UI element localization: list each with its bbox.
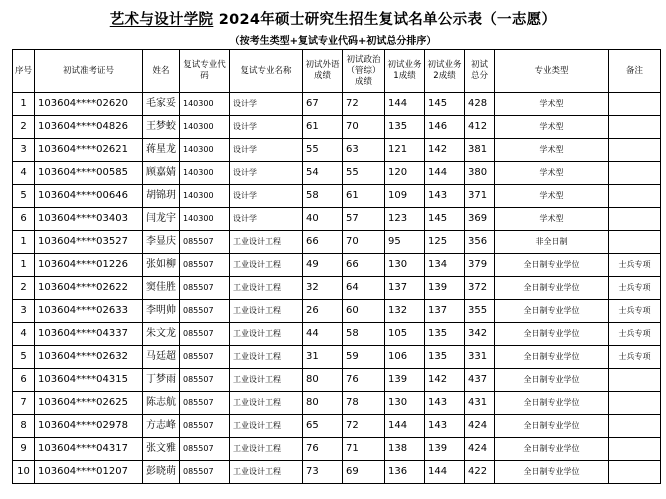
cell-exam-id: 103604****02633 [35,300,143,323]
cell-foreign: 54 [303,162,343,185]
cell-note [609,185,661,208]
cell-subject2: 125 [425,231,465,254]
table-row [13,392,661,415]
header-subject1: 初试业务1成绩 [385,50,425,93]
cell-exam-id: 103604****02622 [35,277,143,300]
cell-total: 372 [465,277,495,300]
cell-major-name: 工业设计工程 [230,254,303,277]
cell-politics: 72 [343,93,385,116]
cell-major-code: 140300 [180,93,230,116]
cell-politics: 66 [343,254,385,277]
table-header-row [13,50,661,93]
cell-politics: 71 [343,438,385,461]
title-college: 艺术与设计学院 [109,12,214,28]
cell-seq: 2 [13,277,35,300]
header-note: 备注 [609,50,661,93]
cell-major-code: 085507 [180,254,230,277]
cell-subject2: 135 [425,323,465,346]
cell-politics: 70 [343,231,385,254]
cell-type: 学术型 [495,139,609,162]
cell-subject2: 137 [425,300,465,323]
cell-seq: 3 [13,300,35,323]
cell-note [609,392,661,415]
cell-name: 毛家妥 [143,93,180,116]
cell-note [609,208,661,231]
cell-major-code: 085507 [180,461,230,484]
cell-exam-id: 103604****03527 [35,231,143,254]
cell-politics: 58 [343,323,385,346]
cell-foreign: 26 [303,300,343,323]
cell-foreign: 61 [303,116,343,139]
cell-foreign: 58 [303,185,343,208]
cell-type: 全日制专业学位 [495,277,609,300]
cell-subject2: 142 [425,139,465,162]
cell-foreign: 44 [303,323,343,346]
cell-name: 马廷超 [143,346,180,369]
cell-seq: 6 [13,369,35,392]
cell-major-code: 140300 [180,139,230,162]
cell-subject2: 135 [425,346,465,369]
cell-foreign: 31 [303,346,343,369]
table-row [13,116,661,139]
table-row [13,231,661,254]
cell-subject1: 120 [385,162,425,185]
cell-subject2: 145 [425,93,465,116]
cell-name: 胡锦玥 [143,185,180,208]
cell-major-name: 设计学 [230,93,303,116]
cell-note [609,461,661,484]
cell-major-name: 工业设计工程 [230,438,303,461]
cell-note [609,162,661,185]
cell-total: 424 [465,415,495,438]
cell-politics: 72 [343,415,385,438]
cell-seq: 1 [13,231,35,254]
cell-major-code: 085507 [180,231,230,254]
cell-subject2: 144 [425,461,465,484]
cell-major-code: 140300 [180,116,230,139]
cell-exam-id: 103604****04317 [35,438,143,461]
header-subject2: 初试业务2成绩 [425,50,465,93]
cell-type: 全日制专业学位 [495,461,609,484]
cell-type: 全日制专业学位 [495,323,609,346]
table-row [13,415,661,438]
cell-seq: 9 [13,438,35,461]
cell-seq: 6 [13,208,35,231]
cell-major-code: 140300 [180,208,230,231]
cell-note [609,231,661,254]
cell-exam-id: 103604****01226 [35,254,143,277]
cell-subject2: 142 [425,369,465,392]
table-row [13,162,661,185]
header-major-code: 复试专业代码 [180,50,230,93]
cell-major-code: 085507 [180,346,230,369]
cell-major-name: 工业设计工程 [230,231,303,254]
cell-name: 彭晓萌 [143,461,180,484]
cell-subject1: 132 [385,300,425,323]
cell-foreign: 49 [303,254,343,277]
cell-total: 331 [465,346,495,369]
cell-total: 428 [465,93,495,116]
cell-foreign: 76 [303,438,343,461]
cell-total: 380 [465,162,495,185]
cell-total: 431 [465,392,495,415]
cell-major-name: 设计学 [230,139,303,162]
cell-politics: 57 [343,208,385,231]
cell-name: 张文雅 [143,438,180,461]
cell-major-name: 设计学 [230,208,303,231]
cell-name: 陈志航 [143,392,180,415]
cell-note: 士兵专项 [609,346,661,369]
cell-foreign: 40 [303,208,343,231]
cell-exam-id: 103604****02621 [35,139,143,162]
cell-exam-id: 103604****03403 [35,208,143,231]
cell-exam-id: 103604****00585 [35,162,143,185]
table-row [13,185,661,208]
cell-type: 学术型 [495,185,609,208]
cell-total: 371 [465,185,495,208]
header-type: 专业类型 [495,50,609,93]
cell-note [609,438,661,461]
cell-subject2: 143 [425,185,465,208]
cell-total: 369 [465,208,495,231]
cell-note: 士兵专项 [609,254,661,277]
cell-major-name: 设计学 [230,116,303,139]
table-row [13,346,661,369]
header-major-name: 复试专业名称 [230,50,303,93]
cell-subject2: 143 [425,392,465,415]
table-row [13,300,661,323]
cell-type: 全日制专业学位 [495,415,609,438]
cell-type: 学术型 [495,93,609,116]
cell-exam-id: 103604****02632 [35,346,143,369]
cell-politics: 55 [343,162,385,185]
cell-major-code: 085507 [180,392,230,415]
cell-subject1: 139 [385,369,425,392]
cell-total: 381 [465,139,495,162]
cell-exam-id: 103604****00646 [35,185,143,208]
cell-note [609,369,661,392]
cell-subject2: 146 [425,116,465,139]
cell-subject1: 130 [385,254,425,277]
cell-politics: 70 [343,116,385,139]
cell-major-name: 设计学 [230,185,303,208]
table-row [13,438,661,461]
cell-subject2: 134 [425,254,465,277]
cell-major-name: 工业设计工程 [230,369,303,392]
cell-politics: 78 [343,392,385,415]
document-title [0,8,666,29]
cell-type: 学术型 [495,116,609,139]
cell-seq: 5 [13,346,35,369]
cell-subject2: 145 [425,208,465,231]
cell-subject2: 139 [425,277,465,300]
cell-major-code: 085507 [180,369,230,392]
cell-subject2: 144 [425,162,465,185]
document-subtitle: （按考生类型+复试专业代码+初试总分排序） [229,36,437,47]
cell-subject1: 138 [385,438,425,461]
cell-name: 闫龙宇 [143,208,180,231]
cell-foreign: 67 [303,93,343,116]
cell-foreign: 32 [303,277,343,300]
cell-subject1: 137 [385,277,425,300]
cell-major-code: 140300 [180,162,230,185]
cell-subject2: 139 [425,438,465,461]
cell-foreign: 55 [303,139,343,162]
cell-major-name: 工业设计工程 [230,277,303,300]
cell-exam-id: 103604****04315 [35,369,143,392]
cell-subject1: 109 [385,185,425,208]
cell-seq: 5 [13,185,35,208]
cell-total: 342 [465,323,495,346]
cell-exam-id: 103604****04337 [35,323,143,346]
cell-type: 全日制专业学位 [495,392,609,415]
table-row [13,323,661,346]
cell-politics: 64 [343,277,385,300]
cell-name: 王梦蛟 [143,116,180,139]
table-row [13,461,661,484]
cell-foreign: 73 [303,461,343,484]
header-politics: 初试政治（管综）成绩 [343,50,385,93]
table-row [13,254,661,277]
table-row [13,369,661,392]
cell-total: 356 [465,231,495,254]
cell-name: 李明帅 [143,300,180,323]
header-total: 初试总分 [465,50,495,93]
cell-type: 全日制专业学位 [495,254,609,277]
cell-subject1: 136 [385,461,425,484]
cell-note: 士兵专项 [609,277,661,300]
cell-seq: 10 [13,461,35,484]
cell-exam-id: 103604****02625 [35,392,143,415]
cell-type: 全日制专业学位 [495,438,609,461]
header-seq: 序号 [13,50,35,93]
cell-politics: 60 [343,300,385,323]
cell-politics: 63 [343,139,385,162]
cell-foreign: 66 [303,231,343,254]
header-name: 姓名 [143,50,180,93]
header-exam-id: 初试准考证号 [35,50,143,93]
cell-subject2: 143 [425,415,465,438]
cell-seq: 1 [13,254,35,277]
cell-total: 422 [465,461,495,484]
cell-type: 学术型 [495,162,609,185]
cell-politics: 69 [343,461,385,484]
cell-name: 方志峰 [143,415,180,438]
cell-type: 非全日制 [495,231,609,254]
title-main: 2024年硕士研究生招生复试名单公示表（一志愿） [213,12,557,28]
cell-major-code: 085507 [180,300,230,323]
cell-subject1: 123 [385,208,425,231]
cell-exam-id: 103604****02620 [35,93,143,116]
retest-list-table [12,49,661,484]
cell-total: 355 [465,300,495,323]
cell-seq: 7 [13,392,35,415]
cell-foreign: 80 [303,369,343,392]
cell-subject1: 135 [385,116,425,139]
cell-total: 412 [465,116,495,139]
cell-exam-id: 103604****04826 [35,116,143,139]
cell-seq: 4 [13,162,35,185]
cell-major-code: 140300 [180,185,230,208]
cell-type: 全日制专业学位 [495,346,609,369]
cell-major-name: 工业设计工程 [230,323,303,346]
cell-exam-id: 103604****02978 [35,415,143,438]
cell-total: 379 [465,254,495,277]
header-foreign: 初试外语成绩 [303,50,343,93]
cell-seq: 1 [13,93,35,116]
cell-subject1: 130 [385,392,425,415]
cell-subject1: 106 [385,346,425,369]
cell-politics: 76 [343,369,385,392]
cell-note [609,415,661,438]
table-body [13,93,661,484]
table-row [13,277,661,300]
cell-note: 士兵专项 [609,300,661,323]
cell-total: 437 [465,369,495,392]
cell-name: 李显庆 [143,231,180,254]
table-row [13,93,661,116]
cell-name: 窦佳胜 [143,277,180,300]
cell-seq: 2 [13,116,35,139]
cell-seq: 8 [13,415,35,438]
cell-seq: 4 [13,323,35,346]
cell-note [609,93,661,116]
cell-major-code: 085507 [180,415,230,438]
cell-major-name: 工业设计工程 [230,346,303,369]
cell-politics: 59 [343,346,385,369]
table-row [13,139,661,162]
cell-major-name: 工业设计工程 [230,392,303,415]
cell-major-name: 设计学 [230,162,303,185]
cell-subject1: 95 [385,231,425,254]
cell-major-code: 085507 [180,323,230,346]
table-row [13,208,661,231]
cell-exam-id: 103604****01207 [35,461,143,484]
cell-type: 学术型 [495,208,609,231]
cell-name: 顾嘉婧 [143,162,180,185]
cell-type: 全日制专业学位 [495,300,609,323]
cell-seq: 3 [13,139,35,162]
cell-name: 蒋星龙 [143,139,180,162]
cell-major-code: 085507 [180,438,230,461]
cell-foreign: 80 [303,392,343,415]
cell-subject1: 144 [385,415,425,438]
cell-major-code: 085507 [180,277,230,300]
cell-subject1: 144 [385,93,425,116]
cell-major-name: 工业设计工程 [230,300,303,323]
cell-name: 张如柳 [143,254,180,277]
cell-name: 丁梦雨 [143,369,180,392]
cell-note [609,116,661,139]
cell-note [609,139,661,162]
cell-politics: 61 [343,185,385,208]
cell-total: 424 [465,438,495,461]
cell-name: 朱文龙 [143,323,180,346]
cell-major-name: 工业设计工程 [230,415,303,438]
cell-note: 士兵专项 [609,323,661,346]
cell-major-name: 工业设计工程 [230,461,303,484]
cell-type: 全日制专业学位 [495,369,609,392]
cell-subject1: 105 [385,323,425,346]
cell-subject1: 121 [385,139,425,162]
cell-foreign: 65 [303,415,343,438]
